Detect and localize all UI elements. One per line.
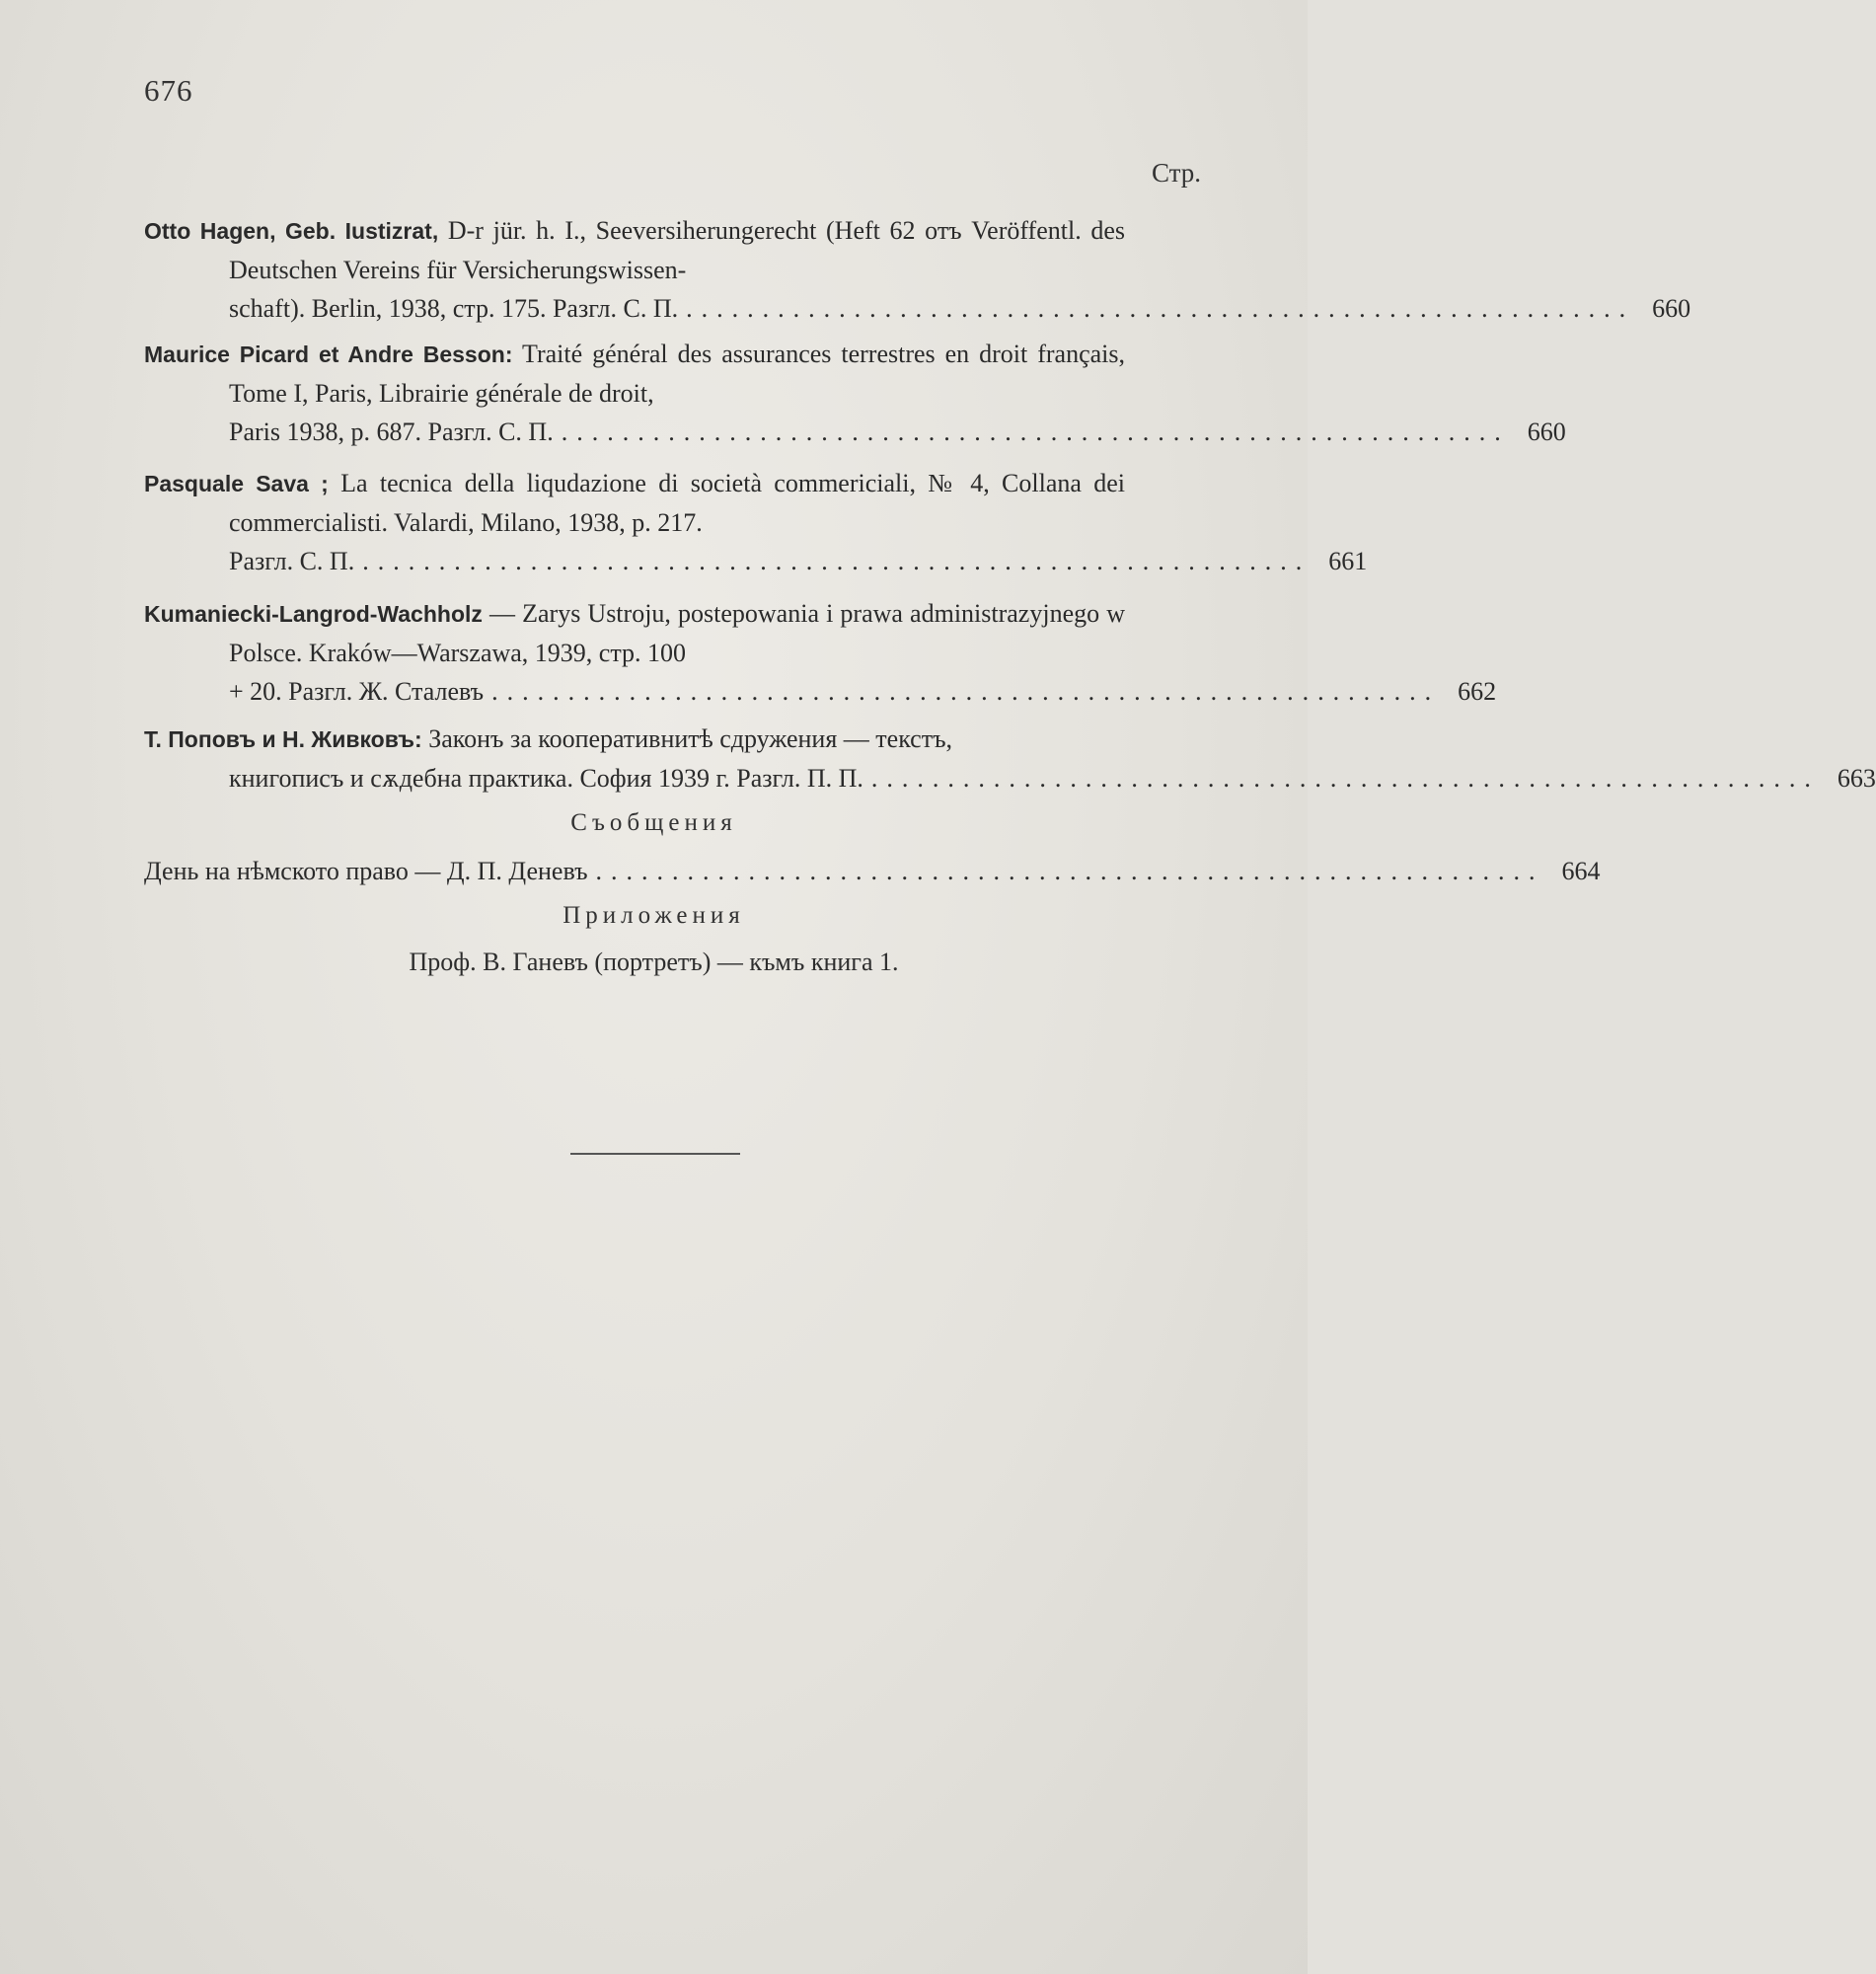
entry-last-text: + 20. Разгл. Ж. Сталевъ — [229, 677, 485, 706]
entry-last-line — [144, 413, 1566, 451]
entry-page: 662 — [1458, 677, 1497, 706]
bibliography-entry — [144, 464, 1368, 580]
bibliography-entry — [144, 594, 1497, 711]
entry-author: Maurice Picard et Andre Besson: — [144, 342, 513, 367]
entry-last-text: книгописъ и сѫдебна практика. София 1939 г. Разгл. П. П. — [229, 764, 863, 793]
dot-leader: .............................................................. — [870, 764, 1820, 793]
entry-last-text: Paris 1938, p. 687. Разгл. С. П. — [229, 418, 554, 446]
dot-leader: .............................................................. — [362, 547, 1312, 575]
dot-leader: .............................................................. — [561, 418, 1510, 446]
entry-author: Pasquale Sava ; — [144, 471, 329, 496]
entry-last-line — [144, 289, 1691, 328]
bibliography-entry — [144, 720, 1876, 797]
entry-last-line — [144, 759, 1876, 797]
entry-last-text: День на нѣмското право — Д. П. Деневъ — [144, 857, 588, 885]
messages-entry — [144, 852, 1601, 890]
entry-last-text: Разгл. С. П. — [229, 547, 355, 575]
bibliography-entry — [144, 335, 1566, 451]
appendix-entry: Проф. В. Ганевъ (портретъ) — къмъ книга 1. — [409, 948, 899, 976]
entry-author: Kumaniecki-Langrod-Wachholz — [144, 601, 483, 627]
entry-page: 661 — [1328, 547, 1368, 575]
entry-page: 663 — [1837, 764, 1876, 793]
entry-last-text: schaft). Berlin, 1938, стр. 175. Разгл. С. П. — [229, 294, 679, 323]
entry-body: Законъ за кооперативнитѣ сдружения — текстъ, — [428, 724, 953, 753]
entry-last-line — [144, 852, 1601, 890]
entry-page: 660 — [1527, 418, 1566, 446]
entry-page: 660 — [1652, 294, 1691, 323]
entry-body: Traité général des assurances terrestres en droit français, Tome I, Paris, Librairie générale de droit, — [229, 340, 1125, 408]
dot-leader: .............................................................. — [686, 294, 1635, 323]
section-heading-messages: Съобщения — [570, 809, 737, 836]
bibliography-entry — [144, 211, 1691, 328]
entry-author: Т. Поповъ и Н. Живковъ: — [144, 726, 422, 752]
dot-leader: .............................................................. — [491, 677, 1441, 706]
entry-text — [144, 594, 1125, 672]
entry-text — [144, 720, 1125, 759]
entry-text — [144, 335, 1125, 413]
entry-body: — Zarys Ustroju, postepowania i prawa administrazyjnego w Polsce. Kraków—Warszawa, 1939, стр. 100 — [229, 599, 1125, 667]
entry-last-line — [144, 672, 1497, 711]
entry-last-line — [144, 542, 1368, 580]
column-header-page: Стр. — [1151, 158, 1201, 188]
entry-page: 664 — [1561, 857, 1601, 885]
entry-author: Otto Hagen, Geb. Iustizrat, — [144, 218, 439, 244]
page-number: 676 — [144, 73, 193, 108]
entry-text — [144, 464, 1125, 542]
section-heading-appendix: Приложения — [563, 902, 745, 929]
dot-leader: .............................................................. — [595, 857, 1544, 885]
closing-rule — [570, 1153, 740, 1155]
entry-body: La tecnica della liqudazione di società commericiali, № 4, Collana dei commercialisti. Valardi, Milano, 1938, p. 217. — [229, 469, 1126, 537]
entry-body: D-r jür. h. I., Seeversiherungerecht (Heft 62 отъ Veröffentl. des Deutschen Vereins für Versicherungswissen- — [229, 216, 1125, 284]
entry-text — [144, 211, 1125, 289]
